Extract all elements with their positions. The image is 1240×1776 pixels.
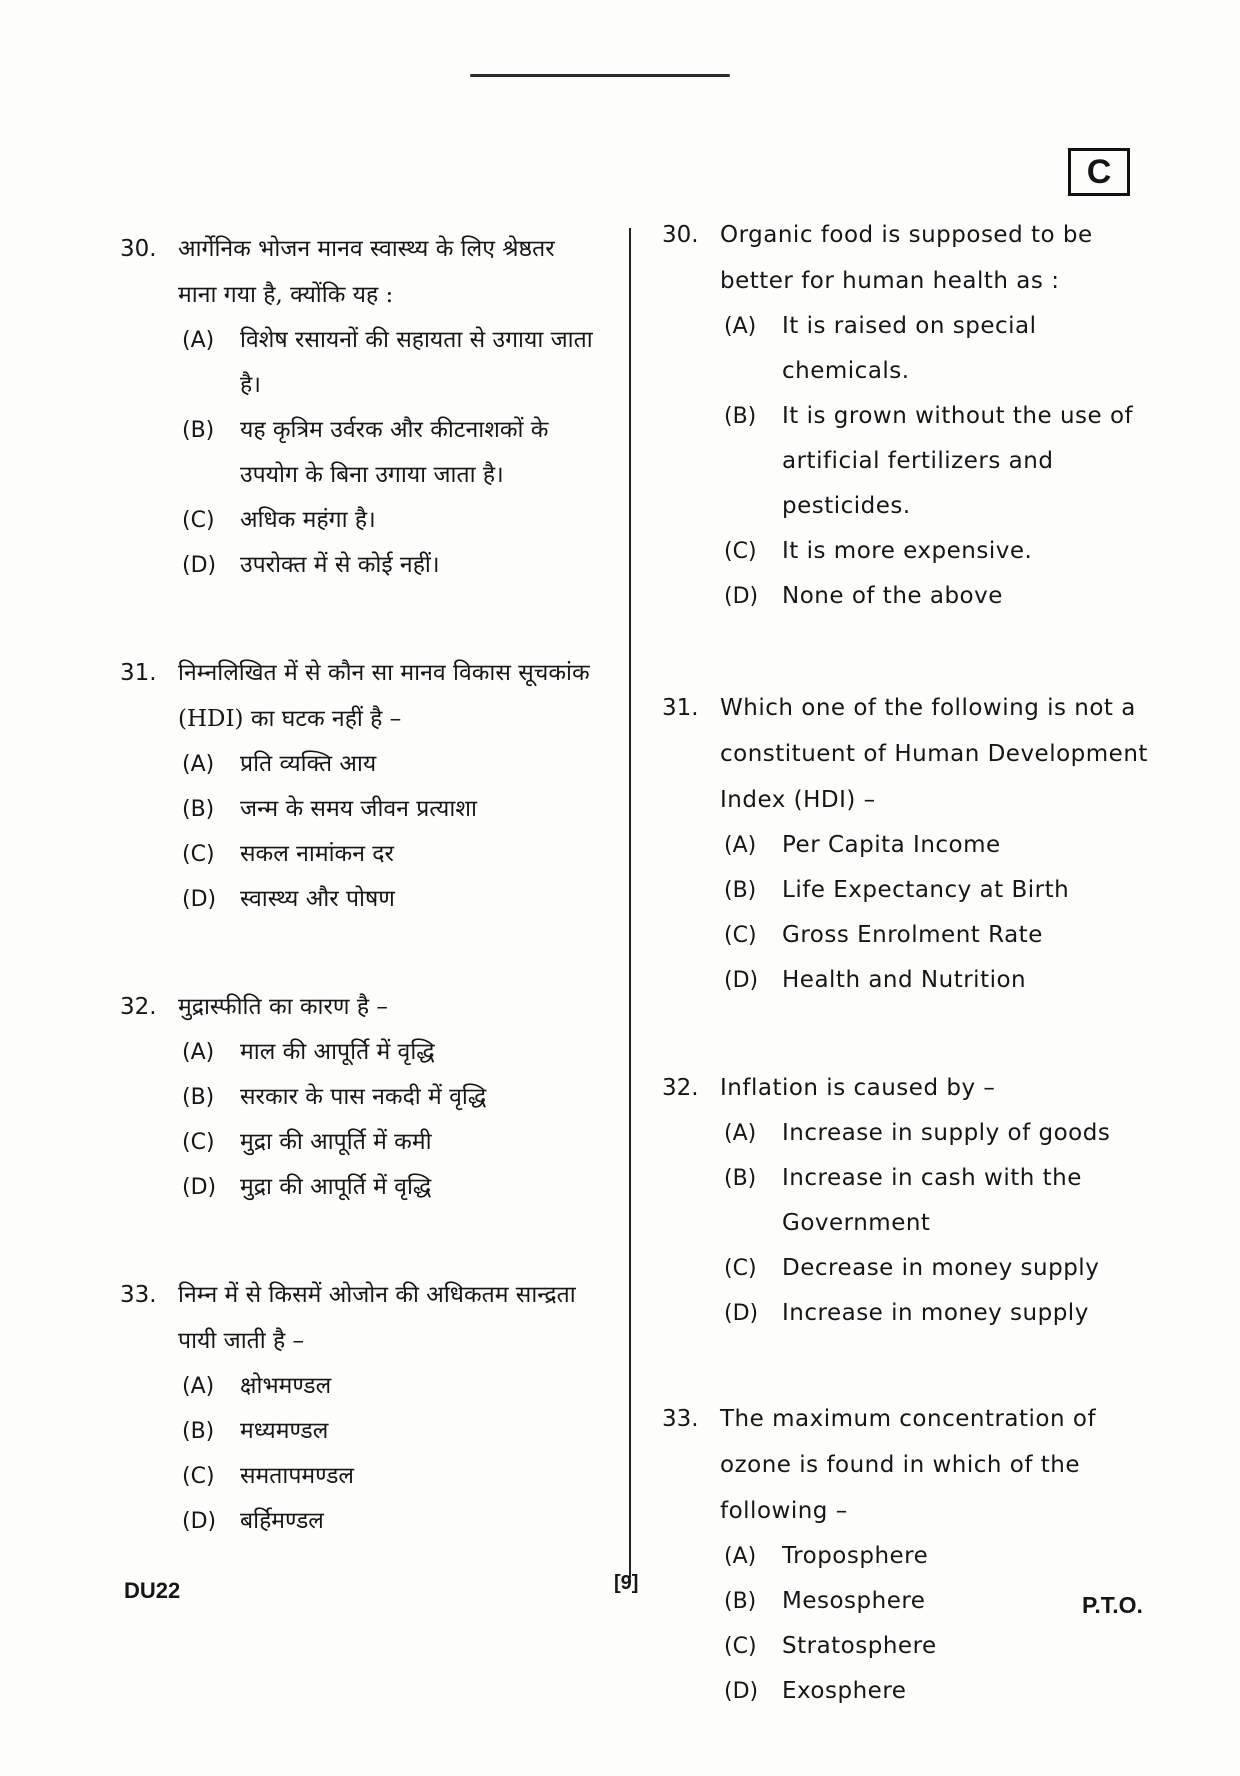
option-b [182,408,600,498]
question-number: 31. [120,660,157,686]
option-text: अधिक महंगा है। [240,507,376,533]
option-text: सकल नामांकन दर [240,841,394,867]
option-label: (B) [182,797,215,822]
question-number: 31. [662,695,699,721]
option-text: Exosphere [782,1678,907,1704]
top-rule [470,74,730,77]
question-text: निम्न में से किसमें ओजोन की अधिकतम सान्द्रता पायी जाती है – [178,1282,576,1354]
option-a [182,742,600,787]
set-code-box: C [1068,148,1130,196]
option-label: (C) [182,508,215,533]
paper-code: DU22 [124,1578,181,1603]
option-label: (A) [182,328,215,353]
option-label: (B) [182,1419,215,1444]
question-31-hindi [120,650,600,922]
option-text: समतापमण्डल [240,1463,355,1489]
question-30-hindi [120,226,600,588]
option-d [182,543,600,588]
option-d [182,1499,600,1544]
option-a [182,1364,600,1409]
option-label: (A) [182,752,215,777]
option-label: (A) [182,1040,215,1065]
question-text: मुद्रास्फीति का कारण है – [178,994,388,1020]
english-column [662,212,1152,1776]
option-label: (B) [182,418,215,443]
pto-label: P.T.O. [1082,1592,1143,1618]
question-text: आर्गेनिक भोजन मानव स्वास्थ्य के लिए श्रेष्ठतर माना गया है, क्योंकि यह : [178,236,555,308]
option-label: (B) [182,1085,215,1110]
page-number: [9] [614,1572,639,1594]
question-33-english [662,1396,1152,1714]
question-number: 32. [662,1075,699,1101]
option-label: (D) [724,584,759,609]
option-label: (D) [182,887,217,912]
option-label: (B) [724,1589,757,1614]
option-b [182,1075,600,1120]
option-text: Gross Enrolment Rate [782,922,1043,948]
option-label: (C) [724,539,757,564]
option-c [182,832,600,877]
question-32-english [662,1065,1152,1336]
option-label: (C) [182,1464,215,1489]
option-text: Increase in money supply [782,1300,1089,1326]
question-33-hindi [120,1272,600,1544]
option-text: जन्म के समय जीवन प्रत्याशा [240,796,477,822]
option-c [182,498,600,543]
option-text: सरकार के पास नकदी में वृद्धि [240,1084,487,1110]
option-text: Decrease in money supply [782,1255,1100,1281]
option-text: Per Capita Income [782,832,1001,858]
option-text: विशेष रसायनों की सहायता से उगाया जाता है। [240,327,593,398]
question-text: Which one of the following is not a constituent of Human Development Index (HDI) – [720,695,1148,813]
option-c [182,1120,600,1165]
option-b [724,868,1152,913]
option-text: मुद्रा की आपूर्ति में वृद्धि [240,1174,432,1200]
question-text: Inflation is caused by – [720,1075,996,1101]
option-b [724,1156,1152,1246]
question-number: 33. [120,1282,157,1308]
option-label: (C) [724,1256,757,1281]
option-b [182,1409,600,1454]
option-text: Increase in cash with the Government [782,1165,1082,1236]
option-text: स्वास्थ्य और पोषण [240,886,395,912]
option-c [724,913,1152,958]
option-d [724,1669,1152,1714]
option-a [724,823,1152,868]
option-label: (D) [724,1301,759,1326]
option-c [724,529,1152,574]
option-text: Stratosphere [782,1633,937,1659]
option-text: बर्हिमण्डल [240,1508,324,1534]
option-a [182,318,600,408]
option-text: मुद्रा की आपूर्ति में कमी [240,1129,432,1155]
option-c [182,1454,600,1499]
question-number: 30. [120,236,157,262]
question-number: 33. [662,1406,699,1432]
option-label: (B) [724,1166,757,1191]
option-c [724,1624,1152,1669]
option-label: (A) [724,1544,757,1569]
option-label: (D) [724,1679,759,1704]
option-text: यह कृत्रिम उर्वरक और कीटनाशकों के उपयोग के बिना उगाया जाता है। [240,417,549,488]
option-label: (A) [182,1374,215,1399]
option-text: Mesosphere [782,1588,926,1614]
option-d [724,958,1152,1003]
option-text: Health and Nutrition [782,967,1027,993]
hindi-column [120,226,600,1606]
question-number: 30. [662,222,699,248]
option-text: It is raised on special chemicals. [782,313,1037,384]
option-d [724,1291,1152,1336]
column-divider [629,228,631,1578]
question-number: 32. [120,994,157,1020]
option-label: (C) [182,1130,215,1155]
option-label: (B) [724,404,757,429]
option-text: None of the above [782,583,1003,609]
option-text: मध्यमण्डल [240,1418,329,1444]
question-31-english [662,685,1152,1003]
option-text: Troposphere [782,1543,929,1569]
question-text: Organic food is supposed to be better for human health as : [720,222,1093,294]
option-text: प्रति व्यक्ति आय [240,751,377,777]
question-32-hindi [120,984,600,1210]
option-d [182,877,600,922]
option-text: It is more expensive. [782,538,1033,564]
option-label: (C) [724,1634,757,1659]
option-d [724,574,1152,619]
option-d [182,1165,600,1210]
option-text: It is grown without the use of artificial fertilizers and pesticides. [782,403,1134,519]
option-a [724,1111,1152,1156]
option-label: (A) [724,833,757,858]
question-30-english [662,212,1152,619]
option-label: (D) [182,1509,217,1534]
option-b [724,394,1152,529]
option-label: (A) [724,1121,757,1146]
question-text: The maximum concentration of ozone is found in which of the following – [720,1406,1097,1524]
option-b [182,787,600,832]
option-text: क्षोभमण्डल [240,1373,332,1399]
option-label: (C) [182,842,215,867]
option-text: Life Expectancy at Birth [782,877,1070,903]
option-text: Increase in supply of goods [782,1120,1111,1146]
question-text: निम्नलिखित में से कौन सा मानव विकास सूचकांक (HDI) का घटक नहीं है – [178,660,590,732]
option-label: (A) [724,314,757,339]
option-a [724,304,1152,394]
option-a [182,1030,600,1075]
option-text: माल की आपूर्ति में वृद्धि [240,1039,435,1065]
option-label: (D) [182,1175,217,1200]
option-text: उपरोक्त में से कोई नहीं। [240,552,440,578]
option-label: (C) [724,923,757,948]
option-label: (D) [724,968,759,993]
option-label: (D) [182,553,217,578]
option-c [724,1246,1152,1291]
option-label: (B) [724,878,757,903]
option-a [724,1534,1152,1579]
